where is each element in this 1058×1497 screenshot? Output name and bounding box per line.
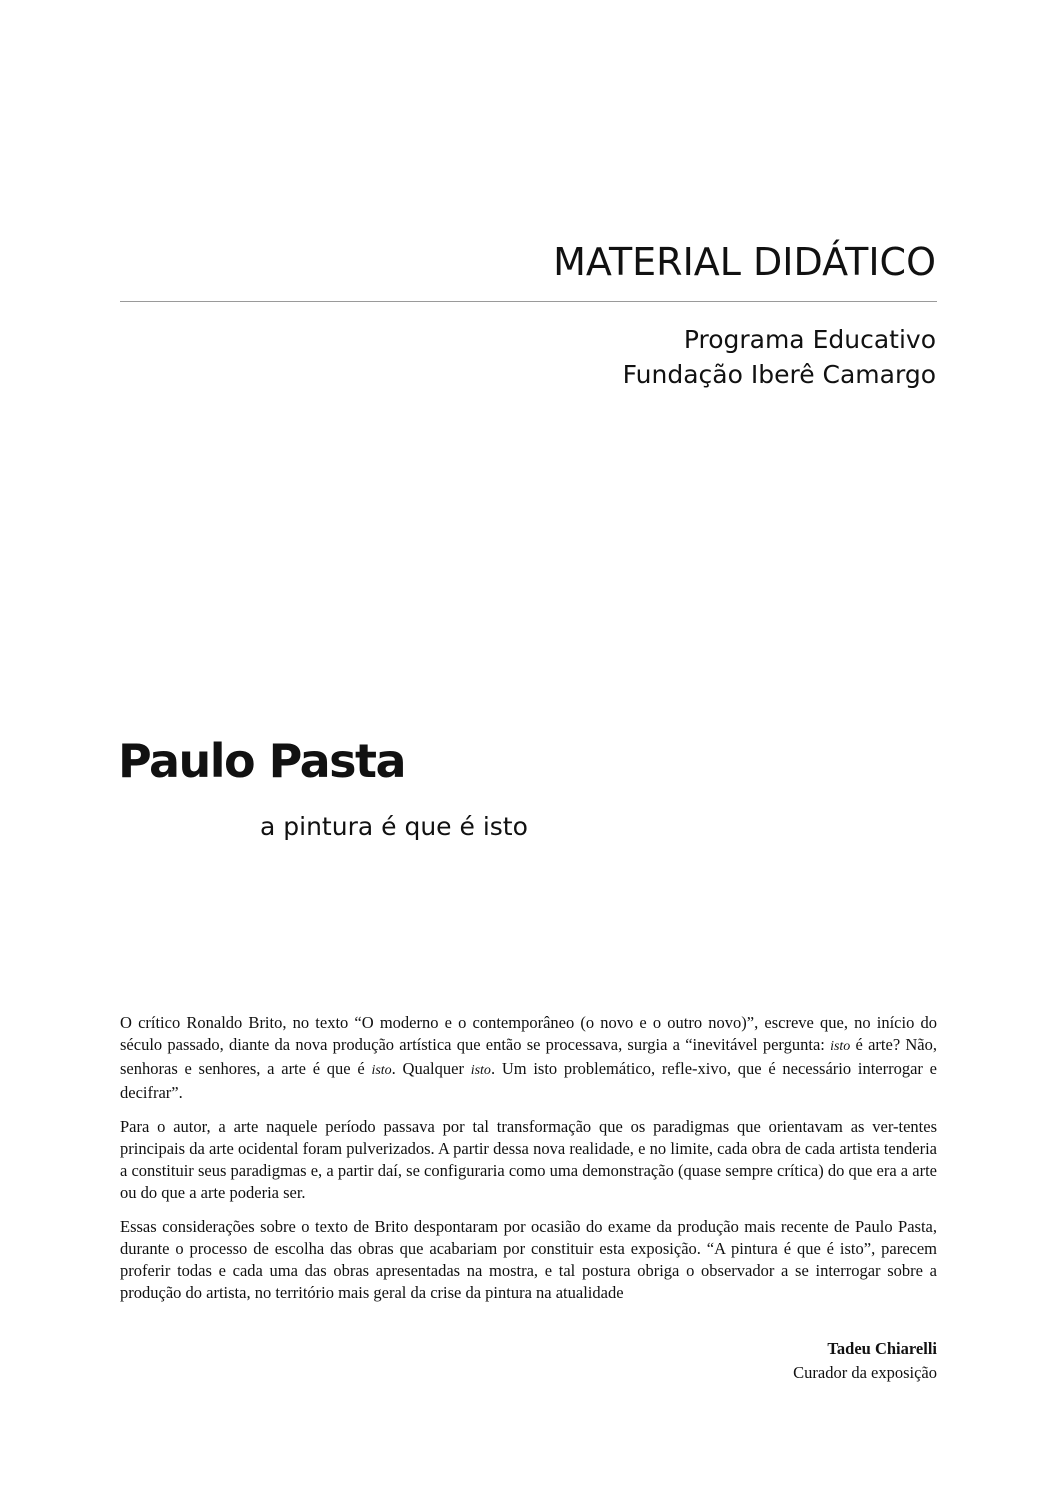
author-role: Curador da exposição <box>793 1363 937 1382</box>
artist-name: Paulo Pasta <box>118 734 406 788</box>
foundation-name: Fundação Iberê Camargo <box>622 360 936 389</box>
document-title: MATERIAL DIDÁTICO <box>553 240 936 284</box>
emphasis-isto: isto <box>371 1063 392 1078</box>
emphasis-isto: isto <box>830 1039 851 1054</box>
organization-block <box>623 322 936 392</box>
paragraph-3: Essas considerações sobre o texto de Brito despontaram por ocasião do exame da produção mais recente de Paulo Pasta, durante o processo de escolha das obras que acabariam por constituir esta exposição. “A pintura é que é isto”, parecem proferir todas e cada uma das obras apresentadas na mostra, e tal postura obriga o observador a se interrogar sobre a produção do artista, no território mais geral da crise da pintura na atualidade <box>120 1217 937 1302</box>
paragraph-1-text-d: . Um isto problemático, refle-xivo, que é necessário interrogar e decifrar”. <box>120 1059 937 1102</box>
paragraph-1 <box>120 1012 937 1104</box>
program-name: Programa Educativo <box>683 325 936 354</box>
author-name: Tadeu Chiarelli <box>827 1339 937 1358</box>
paragraph-1-text-b: é arte? Não, senhoras e senhores, a arte é que é <box>120 1035 937 1078</box>
emphasis-isto: isto <box>470 1063 491 1078</box>
paragraph-1-text-c: . Qualquer <box>391 1059 471 1078</box>
paragraph-1-text-a: O crítico Ronaldo Brito, no texto “O moderno e o contemporâneo (o novo e o outro novo)”, escreve que, no início do século passado, diante da nova produção artística que então se processava, surgia a “inevitável pergunta: <box>120 1013 937 1054</box>
body-text <box>120 1012 937 1316</box>
title-divider <box>120 301 937 302</box>
exhibition-subtitle: a pintura é que é isto <box>260 812 528 841</box>
paragraph-2: Para o autor, a arte naquele período passava por tal transformação que os paradigmas que orientavam as ver-tentes principais da arte ocidental foram pulverizados. A partir dessa nova realidade, e no limite, cada obra de cada artista tenderia a constituir seus paradigmas e, a partir daí, se configuraria como uma demonstração (quase sempre crítica) do que era a arte ou do que a arte poderia ser. <box>120 1117 937 1202</box>
signature-block <box>793 1337 937 1385</box>
